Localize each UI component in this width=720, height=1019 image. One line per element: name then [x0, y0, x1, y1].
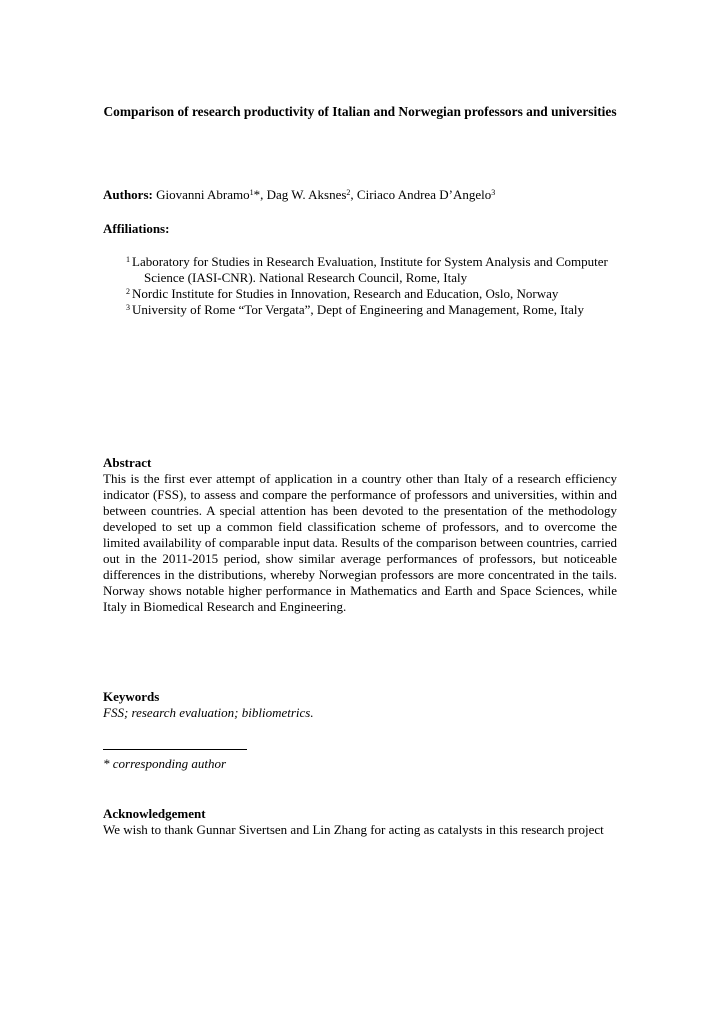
keywords-text: FSS; research evaluation; bibliometrics.: [103, 705, 314, 720]
affiliations-list: [122, 254, 617, 318]
affiliation-text: University of Rome “Tor Vergata”, Dept of Engineering and Management, Rome, Italy: [132, 302, 585, 317]
author-affiliation-mark: 2: [346, 188, 351, 197]
keywords-heading: Keywords: [103, 689, 160, 704]
affiliation-number: 1: [126, 255, 130, 264]
affiliation-number: 2: [126, 287, 130, 296]
acknowledgement-text: We wish to thank Gunnar Sivertsen and Lin Zhang for acting as catalysts in this research project: [103, 822, 604, 837]
author-separator: *,: [253, 187, 267, 202]
acknowledgement-heading: Acknowledgement: [103, 806, 206, 821]
author-name: Giovanni Abramo: [156, 187, 250, 202]
corresponding-author-note: * corresponding author: [103, 756, 227, 771]
affiliation-number: 3: [126, 303, 130, 312]
affiliation-item: [122, 254, 617, 286]
affiliation-item: [122, 302, 617, 318]
author-separator: ,: [350, 187, 357, 202]
author-affiliation-mark: 3: [491, 188, 496, 197]
affiliation-item: [122, 286, 617, 302]
affiliations-heading: Affiliations:: [103, 221, 170, 236]
author-affiliation-mark: 1: [249, 188, 254, 197]
affiliation-text: Nordic Institute for Studies in Innovation, Research and Education, Oslo, Norway: [132, 286, 559, 301]
authors-line: [103, 187, 495, 203]
abstract-heading: Abstract: [103, 455, 152, 470]
authors-label: Authors:: [103, 187, 153, 202]
author-name: Dag W. Aksnes: [266, 187, 347, 202]
author-name: Ciriaco Andrea D’Angelo: [356, 187, 492, 202]
paper-title: Comparison of research productivity of Italian and Norwegian professors and universities: [103, 104, 617, 119]
abstract-text: This is the first ever attempt of application in a country other than Italy of a research efficiency indicator (FSS), to assess and compare the performance of professors and universities, within and between countries. A special attention has been devoted to the presentation of the methodology developed to set up a common field classification scheme of professors, and to overcome the limited availability of comparable input data. Results of the comparison between countries, carried out in the 2011-2015 period, show similar average performances of professors, but noticeable differences in the distributions, whereby Norwegian professors are more concentrated in the tails. Norway shows notable higher performance in Mathematics and Earth and Space Sciences, while Italy in Biomedical Research and Engineering.: [103, 471, 617, 614]
affiliation-text: Laboratory for Studies in Research Evaluation, Institute for System Analysis and Computer Science (IASI-CNR). National Research Council, Rome, Italy: [132, 254, 608, 285]
footnote-divider: [103, 749, 247, 750]
